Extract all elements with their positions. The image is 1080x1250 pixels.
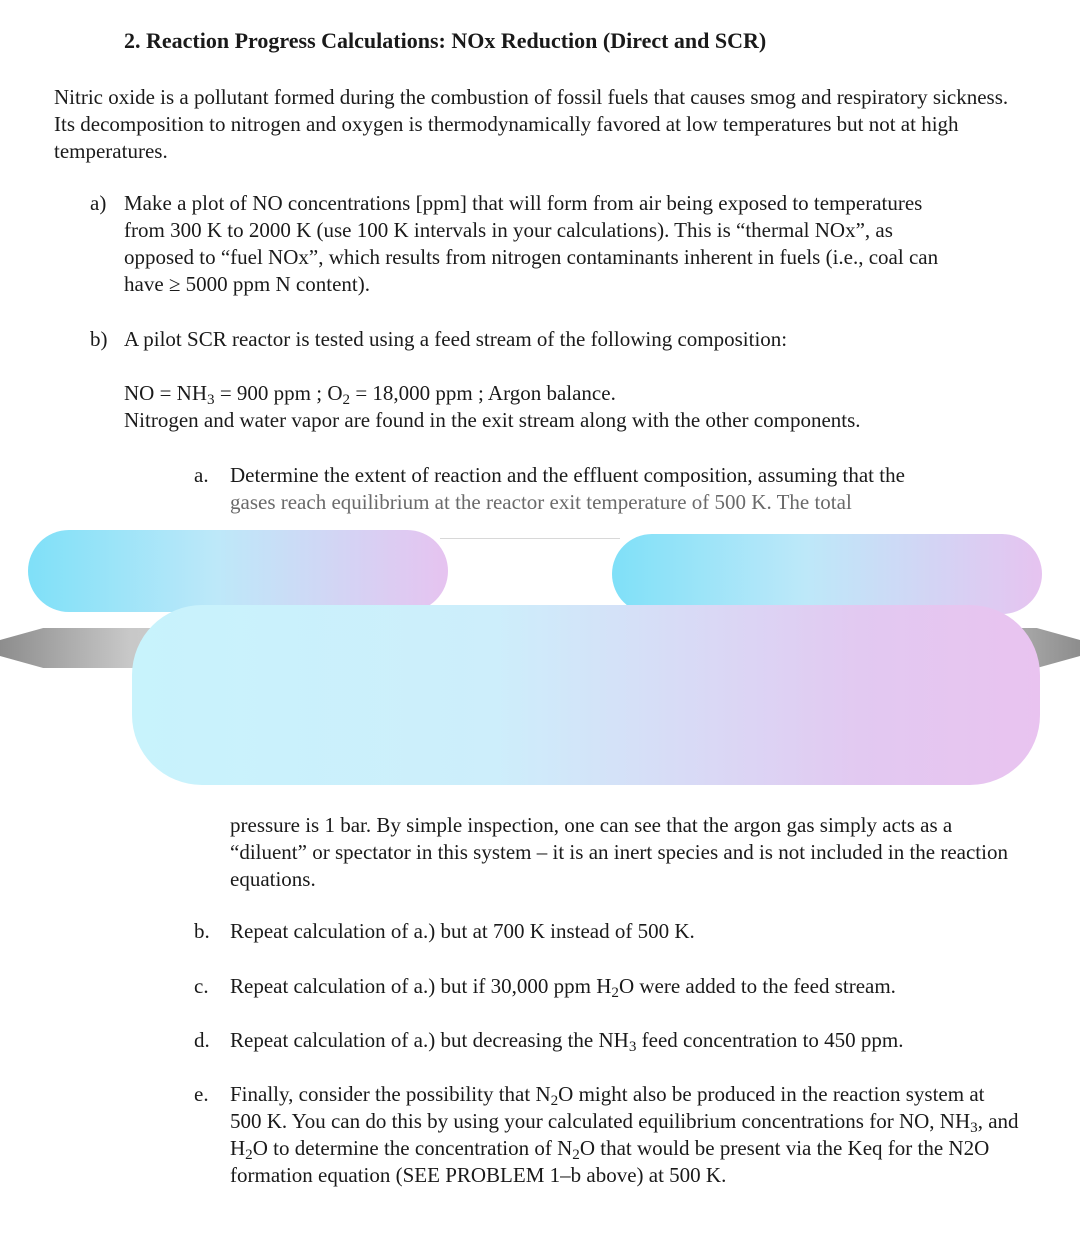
feed-composition bbox=[124, 380, 1024, 434]
sub-d-text: Repeat calculation of a.) but decreasing the $NH_3$ feed concentration to 450 ppm. bbox=[230, 1028, 904, 1055]
sub-e-text: Finally, consider the possibility that $N_2O$ might also be produced in the reaction system at 500 K. You can do this by using your calculated equilibrium concentrations for NO, $NH_3$, and $H_2O$ to determine the concentration of $N_2O$ that would be present via the Keq for the N2O formation equation (SEE PROBLEM 1–b above) at 500 K. bbox=[230, 1082, 1019, 1187]
part-a-label: a) bbox=[90, 191, 107, 215]
sub-c-text: Repeat calculation of a.) but if 30,000 ppm $H_2O$ were added to the feed stream. bbox=[230, 974, 896, 1001]
sub-a-label: a. bbox=[194, 463, 209, 487]
part-a-text: Make a plot of NO concentrations [ppm] that will form from air being exposed to temperatures from 300 K to 2000 K (use 100 K intervals in your calculations). This is “thermal NOx”, as opposed to “fuel NOx”, which results from nitrogen contaminants inherent in fuels (i.e., coal can have ≥ 5000 ppm N content). bbox=[124, 191, 939, 296]
part-b-label: b) bbox=[90, 327, 108, 351]
overlay-blob-main bbox=[132, 605, 1040, 785]
sub-b-text: Repeat calculation of a.) but at 700 K instead of 500 K. bbox=[230, 919, 695, 943]
problem-title: 2. Reaction Progress Calculations: NOx Reduction (Direct and SCR) bbox=[124, 28, 767, 53]
intro-paragraph: Nitric oxide is a pollutant formed during the combustion of fossil fuels that causes smog and respiratory sickness. Its decomposition to nitrogen and oxygen is thermodynamically favored at low temperatures but not at high temperatures. bbox=[54, 85, 1009, 163]
sub-a-continuation: pressure is 1 bar. By simple inspection, one can see that the argon gas simply acts as a “diluent” or spectator in this system – it is an inert species and is not included in the reaction equations. bbox=[230, 813, 1008, 891]
divider-line bbox=[440, 538, 620, 539]
part-b-text: A pilot SCR reactor is tested using a feed stream of the following composition: bbox=[124, 327, 788, 351]
sub-c-label: c. bbox=[194, 974, 209, 998]
sub-b-label: b. bbox=[194, 919, 210, 943]
overlay-blob-left bbox=[28, 530, 448, 612]
composition-line-1: NO = $NH_3 = 900$ ppm ; $O_2 = 18,000$ ppm ; Argon balance. bbox=[124, 381, 616, 408]
overlay-blob-right bbox=[612, 534, 1042, 614]
composition-line-2: Nitrogen and water vapor are found in the exit stream along with the other components. bbox=[124, 408, 861, 432]
sub-e-label: e. bbox=[194, 1082, 209, 1106]
sub-d-label: d. bbox=[194, 1028, 210, 1052]
sub-a-text: Determine the extent of reaction and the effluent composition, assuming that the gases reach equilibrium at the reactor exit temperature of 500 K. The total bbox=[230, 463, 905, 514]
